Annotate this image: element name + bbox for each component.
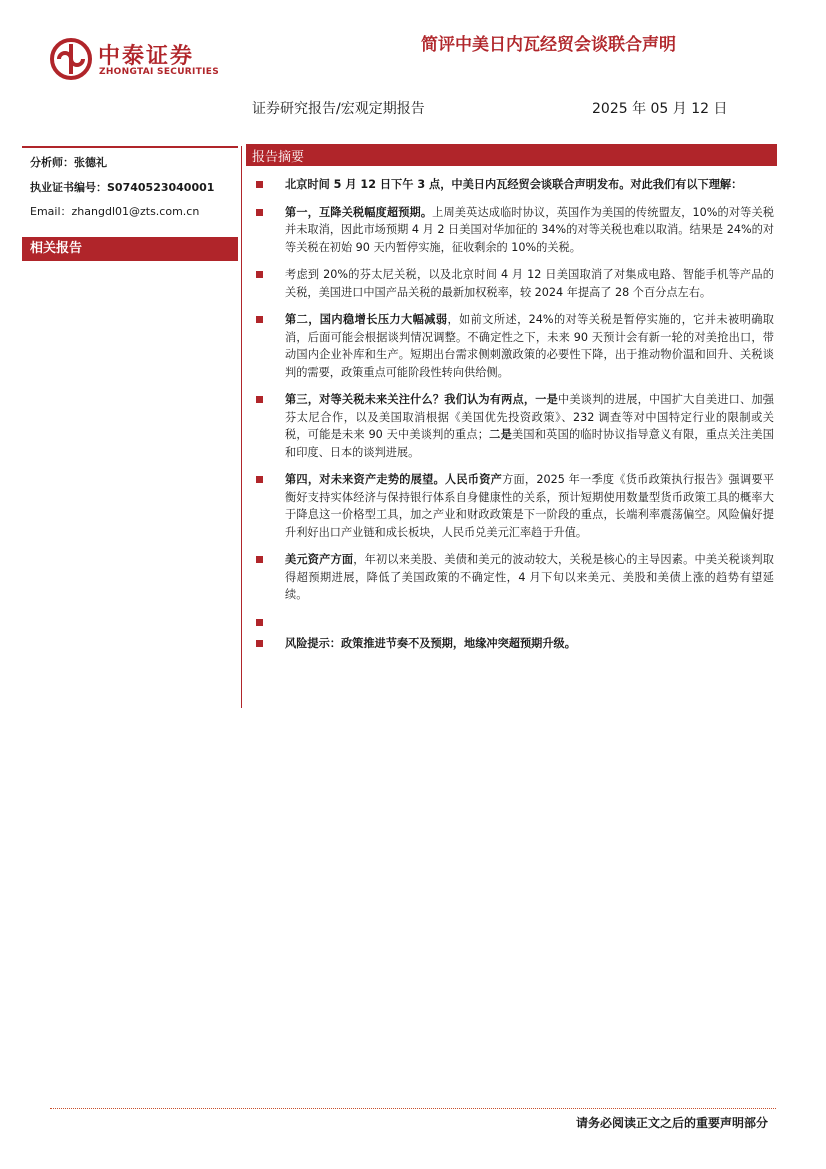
sidebar-divider [22, 146, 238, 148]
list-item: 北京时间 5 月 12 日下午 3 点，中美日内瓦经贸会谈联合声明发布。对此我们有以下理解： [254, 176, 774, 194]
list-item: 第四，对未来资产走势的展望。人民币资产方面，2025 年一季度《货币政策执行报告》强调要平衡好支持实体经济与保持银行体系自身健康性的关系，预计短期使用数量型货币政策工具的概率大于降息这一价格型工具，加之产业和财政政策是下一阶段的重点，长端利率震荡偏空。风险偏好提升利好出口产业链和成长板块，人民币兑美元汇率趋于升值。 [254, 471, 774, 541]
list-item: 第一，互降关税幅度超预期。上周美英达成临时协议，英国作为美国的传统盟友，10%的对等关税并未取消，因此市场预期 4 月 2 日美国对华加征的 34%的对等关税也难以取消。结果是 24%的对等关税在初始 90 天内暂停实施，征收剩余的 10%的关税。 [254, 204, 774, 257]
summary-title: 报告摘要 [252, 150, 305, 165]
logo-english-name: ZHONGTAI SECURITIES [99, 67, 219, 77]
related-reports-header: 相关报告 [22, 237, 238, 261]
analyst-email[interactable]: Email：zhangdl01@zts.com.cn [30, 205, 200, 218]
list-item: 第三，对等关税未来关注什么？我们认为有两点，一是中美谈判的进展，中国扩大自美进口、加强芬太尼合作，以及美国取消根据《美国优先投资政策》、232 调查等对中国特定行业的限制或关税，可能是未来 90 天中美谈判的重点；二是美国和英国的临时协议指导意义有限，重点关注美国和印度、日本的谈判进展。 [254, 391, 774, 461]
summary-header-bar [246, 144, 777, 166]
list-item: 美元资产方面，年初以来美股、美债和美元的波动较大，关税是核心的主导因素。中美关税谈判取得超预期进展，降低了美国政策的不确定性，4 月下旬以来美元、美股和美债上涨的趋势有望延续。 [254, 551, 774, 604]
list-item: 第二，国内稳增长压力大幅减弱，如前文所述，24%的对等关税是暂停实施的，它并未被明确取消，后面可能会根据谈判情况调整。不确定性之下，未来 90 天预计会有新一轮的对美抢出口，带动国内企业补库和生产。短期出台需求侧刺激政策的必要性下降，出于推动物价温和回升、关税谈判的需要，政策重点可能阶段性转向供给侧。 [254, 311, 774, 381]
analyst-name: 分析师：张德礼 [30, 156, 107, 169]
zhongtai-logo-icon [50, 38, 92, 80]
report-date: 2025 年 05 月 12 日 [592, 101, 728, 117]
summary-bullet-list [254, 176, 774, 662]
risk-warning: 风险提示：政策推进节奏不及预期，地缘冲突超预期升级。 [254, 635, 774, 653]
logo-chinese-name: 中泰证券 [98, 44, 195, 69]
report-title: 简评中美日内瓦经贸会谈联合声明 [421, 35, 676, 55]
footer-disclaimer: 请务必阅读正文之后的重要声明部分 [575, 1116, 768, 1130]
company-logo [50, 38, 220, 82]
certificate-number: 执业证书编号：S0740523040001 [30, 181, 215, 194]
list-item: 考虑到 20%的芬太尼关税，以及北京时间 4 月 12 日美国取消了对集成电路、智能手机等产品的关税，美国进口中国产品关税的最新加权税率，较 2024 年提高了 28 个百分点左右。 [254, 266, 774, 301]
list-item-empty [254, 614, 774, 631]
report-type: 证券研究报告/宏观定期报告 [252, 101, 425, 117]
footer-divider [50, 1108, 776, 1109]
column-divider [241, 146, 242, 708]
